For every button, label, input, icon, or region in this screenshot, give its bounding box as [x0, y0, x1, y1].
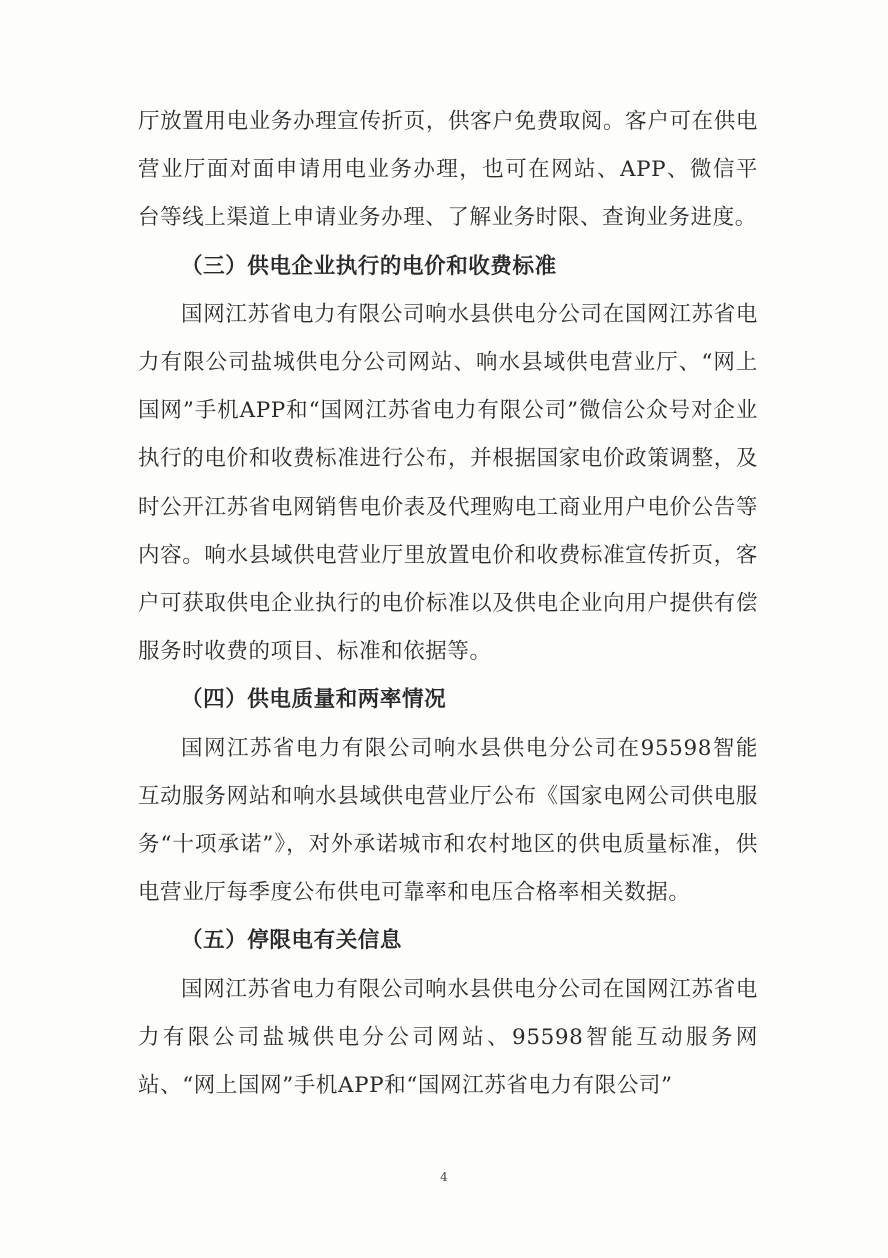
document-body: [138, 98, 758, 1110]
section-heading-quality: （四）供电质量和两率情况: [181, 687, 447, 713]
page-number: 4: [440, 1170, 448, 1184]
paragraph-service-hall: 厅放置用电业务办理宣传折页，供客户免费取阅。客户可在供电营业厅面对面申请用电业务办理，也可在网站、APP、微信平台等线上渠道上申请业务办理、了解业务时限、查询业务进度。: [138, 109, 758, 231]
section-heading-outage: （五）停限电有关信息: [181, 928, 403, 954]
section-heading-tariff: （三）供电企业执行的电价和收费标准: [181, 253, 557, 279]
paragraph-tariff: 国网江苏省电力有限公司响水县供电分公司在国网江苏省电力有限公司盐城供电分公司网站、响水县域供电营业厅、“网上国网”手机APP和“国网江苏省电力有限公司”微信公众号对企业执行的电价和收费标准进行公布，并根据国家电价政策调整，及时公开江苏省电网销售电价表及代理购电工商业用户电价公告等内容。响水县域供电营业厅里放置电价和收费标准宣传折页，客户可获取供电企业执行的电价标准以及供电企业向用户提供有偿服务时收费的项目、标准和依据等。: [138, 301, 758, 665]
paragraph-outage: 国网江苏省电力有限公司响水县供电分公司在国网江苏省电力有限公司盐城供电分公司网站、95598智能互动服务网站、“网上国网”手机APP和“国网江苏省电力有限公司”: [138, 976, 758, 1099]
paragraph-quality: 国网江苏省电力有限公司响水县供电分公司在95598智能互动服务网站和响水县域供电营业厅公布《国家电网公司供电服务“十项承诺”》，对外承诺城市和农村地区的供电质量标准，供电营业厅每季度公布供电可靠率和电压合格率相关数据。: [138, 735, 758, 906]
